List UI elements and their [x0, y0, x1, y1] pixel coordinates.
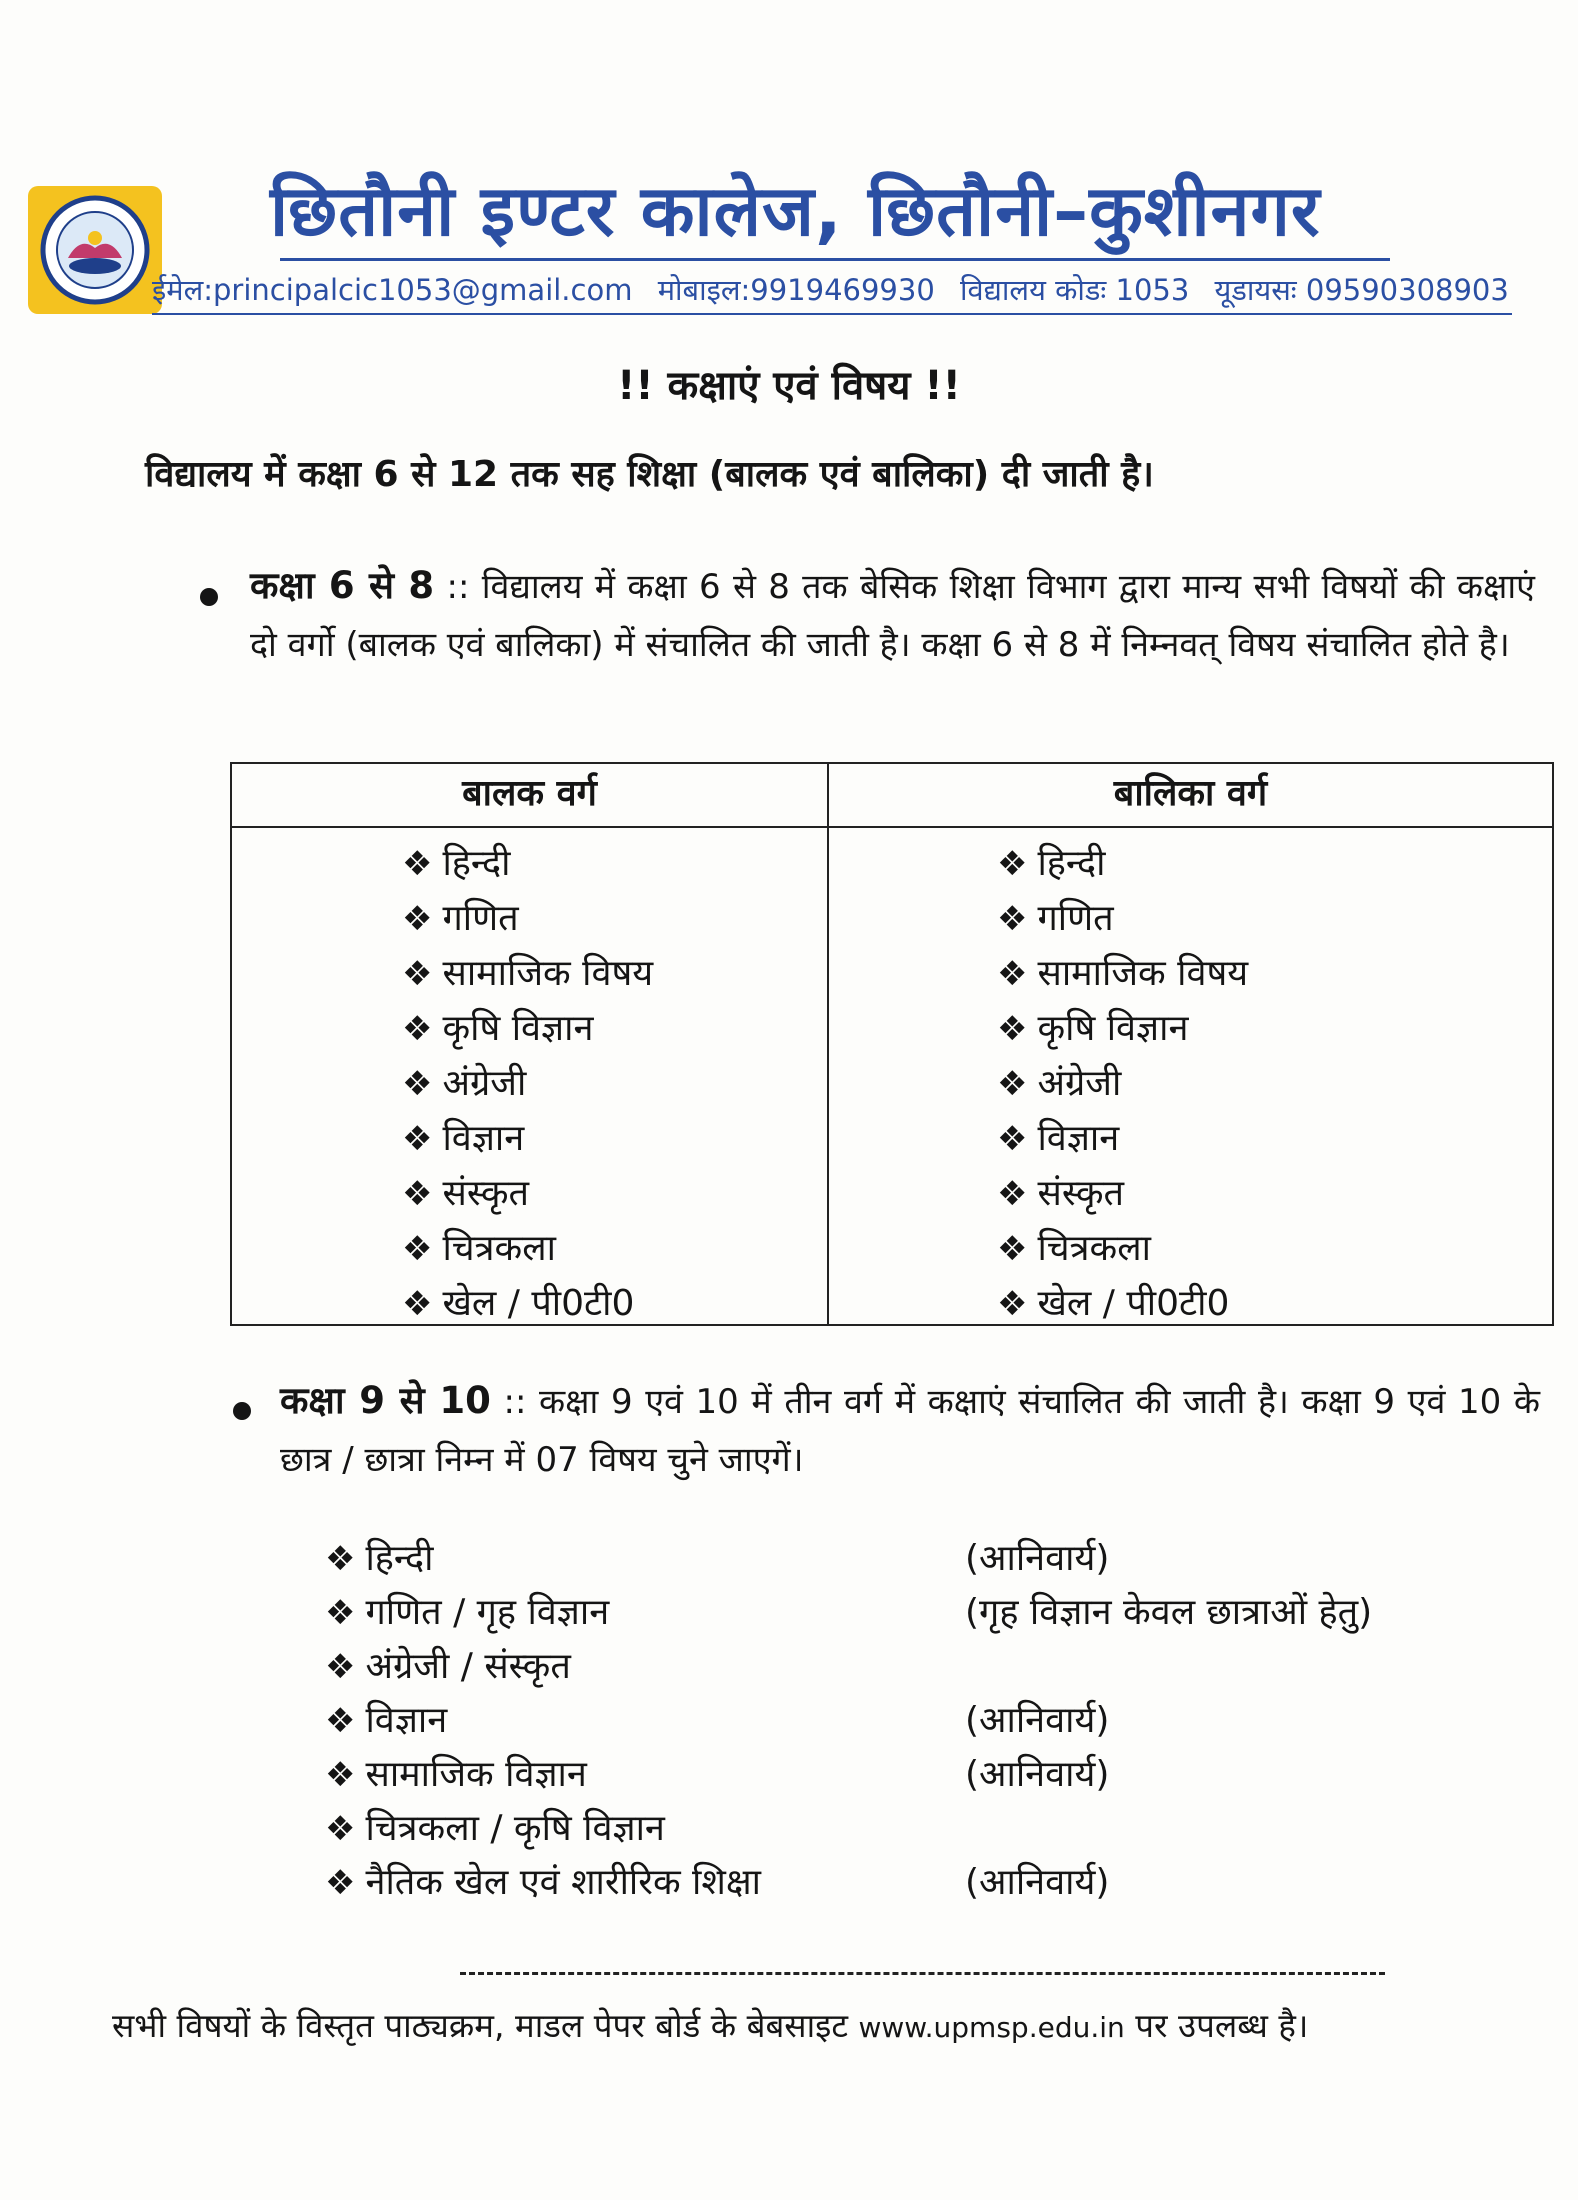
list-item — [325, 1802, 1525, 1856]
list-item — [997, 836, 1248, 891]
subject-name: चित्रकला / कृषि विज्ञान — [365, 1808, 665, 1849]
diamond-bullet-icon: ❖ — [325, 1593, 356, 1633]
diamond-bullet-icon: ❖ — [997, 1284, 1028, 1324]
school-logo — [28, 186, 162, 314]
diamond-bullet-icon: ❖ — [325, 1809, 356, 1849]
subject-name: खेल / पी0टी0 — [442, 1283, 635, 1324]
list-item — [402, 891, 653, 946]
subject-note: (गृह विज्ञान केवल छात्राओं हेतु) — [965, 1592, 1373, 1633]
subject-name: खेल / पी0टी0 — [1037, 1283, 1230, 1324]
boys-column-header: बालक वर्ग — [462, 773, 597, 814]
list-item — [402, 1111, 653, 1166]
list-item — [402, 1001, 653, 1056]
list-item — [325, 1694, 1525, 1748]
subject-name: कृषि विज्ञान — [1037, 1008, 1189, 1049]
diamond-bullet-icon: ❖ — [997, 899, 1028, 939]
mobile-text: मोबाइल:9919469930 — [657, 273, 935, 307]
school-code-text: विद्यालय कोडः 1053 — [960, 273, 1190, 307]
girls-column-header: बालिका वर्ग — [1113, 773, 1268, 814]
class-6-8-text: विद्यालय में कक्षा 6 से 8 तक बेसिक शिक्षा विभाग द्वारा मान्य सभी विषयों की कक्षाएं दो वर्गो (बालक एवं बालिका) में संचालित की जाती है। कक्षा 6 से 8 में निम्नवत् विषय संचालित होते है। — [250, 567, 1535, 665]
class-9-10-paragraph — [280, 1372, 1540, 1489]
section-heading: !! कक्षाएं एवं विषय !! — [617, 363, 961, 409]
diamond-bullet-icon: ❖ — [402, 1229, 433, 1269]
subject-name: विज्ञान — [442, 1118, 525, 1159]
class-9-10-text: कक्षा 9 एवं 10 में तीन वर्ग में कक्षाएं संचालित की जाती है। कक्षा 9 एवं 10 के छात्र / छात्रा निम्न में 07 विषय चुने जाएगें। — [280, 1382, 1541, 1480]
list-item — [997, 891, 1248, 946]
footer-text-before: सभी विषयों के विस्तृत पाठ्यक्रम, माडल पेपर बोर्ड के बेबसाइट — [112, 2006, 848, 2045]
boys-subject-list — [402, 836, 653, 1331]
diamond-bullet-icon: ❖ — [402, 899, 433, 939]
diamond-bullet-icon: ❖ — [402, 1064, 433, 1104]
subject-name: हिन्दी — [365, 1538, 434, 1579]
diamond-bullet-icon: ❖ — [997, 1174, 1028, 1214]
subject-name: सामाजिक विज्ञान — [365, 1754, 587, 1795]
subject-name: चित्रकला — [1037, 1228, 1151, 1269]
list-item — [997, 1221, 1248, 1276]
table-column-divider — [827, 764, 829, 1324]
title-underline — [280, 258, 1390, 261]
list-item — [997, 1056, 1248, 1111]
list-item — [402, 1276, 653, 1331]
diamond-bullet-icon: ❖ — [997, 1009, 1028, 1049]
separator: :: — [503, 1382, 527, 1422]
subject-name: विज्ञान — [1037, 1118, 1120, 1159]
subject-note: (आनिवार्य) — [965, 1754, 1110, 1795]
bullet-icon — [200, 588, 218, 606]
list-item — [325, 1532, 1525, 1586]
subject-name: हिन्दी — [1037, 843, 1106, 884]
subject-note: (आनिवार्य) — [965, 1700, 1110, 1741]
subject-name: संस्कृत — [442, 1173, 529, 1214]
diamond-bullet-icon: ❖ — [402, 1009, 433, 1049]
diamond-bullet-icon: ❖ — [997, 954, 1028, 994]
footer-text-after: पर उपलब्ध है। — [1135, 2006, 1309, 2045]
list-item — [325, 1586, 1525, 1640]
udise-text: यूडायसः 09590308903 — [1214, 273, 1509, 307]
board-website-link[interactable]: www.upmsp.edu.in — [858, 2011, 1125, 2044]
list-item — [402, 946, 653, 1001]
girls-subject-list — [997, 836, 1248, 1331]
class-9-10-label: कक्षा 9 से 10 — [280, 1379, 491, 1422]
diamond-bullet-icon: ❖ — [997, 1064, 1028, 1104]
list-item — [997, 1001, 1248, 1056]
subject-table — [230, 762, 1554, 1326]
diamond-bullet-icon: ❖ — [325, 1647, 356, 1687]
subject-name: अंग्रेजी — [442, 1063, 527, 1104]
list-item — [402, 1056, 653, 1111]
subject-name: सामाजिक विषय — [442, 953, 654, 994]
diamond-bullet-icon: ❖ — [325, 1701, 356, 1741]
bullet-icon — [233, 1402, 251, 1420]
diamond-bullet-icon: ❖ — [325, 1863, 356, 1903]
subject-name: अंग्रेजी / संस्कृत — [365, 1646, 571, 1687]
diamond-bullet-icon: ❖ — [325, 1539, 356, 1579]
diamond-bullet-icon: ❖ — [325, 1755, 356, 1795]
subject-name: संस्कृत — [1037, 1173, 1124, 1214]
class-6-8-label: कक्षा 6 से 8 — [250, 564, 435, 607]
list-item — [997, 1276, 1248, 1331]
contact-line — [152, 270, 1512, 315]
subject-name: नैतिक खेल एवं शारीरिक शिक्षा — [365, 1862, 761, 1903]
diamond-bullet-icon: ❖ — [997, 1119, 1028, 1159]
subject-note: (आनिवार्य) — [965, 1862, 1110, 1903]
diamond-bullet-icon: ❖ — [402, 1284, 433, 1324]
diamond-bullet-icon: ❖ — [997, 844, 1028, 884]
list-item — [402, 1221, 653, 1276]
subject-name: चित्रकला — [442, 1228, 556, 1269]
diamond-bullet-icon: ❖ — [402, 844, 433, 884]
subject-name: हिन्दी — [442, 843, 511, 884]
list-item — [402, 836, 653, 891]
subject-name: कृषि विज्ञान — [442, 1008, 594, 1049]
subject-note: (आनिवार्य) — [965, 1538, 1110, 1579]
subject-name: सामाजिक विषय — [1037, 953, 1249, 994]
class-6-8-paragraph — [250, 557, 1535, 674]
intro-line: विद्यालय में कक्षा 6 से 12 तक सह शिक्षा (बालक एवं बालिका) दी जाती है। — [145, 454, 1154, 495]
subject-name: गणित — [442, 898, 519, 939]
subject-name: गणित / गृह विज्ञान — [365, 1592, 610, 1633]
subject-name: अंग्रेजी — [1037, 1063, 1122, 1104]
diamond-bullet-icon: ❖ — [402, 1119, 433, 1159]
diamond-bullet-icon: ❖ — [402, 1174, 433, 1214]
list-item — [997, 1111, 1248, 1166]
subject-name: विज्ञान — [365, 1700, 448, 1741]
list-item — [997, 1166, 1248, 1221]
email-text: ईमेल:principalcic1053@gmail.com — [152, 273, 633, 307]
list-item — [402, 1166, 653, 1221]
college-name: छितौनी इण्टर कालेज, छितौनी–कुशीनगर — [270, 170, 1321, 252]
diamond-bullet-icon: ❖ — [402, 954, 433, 994]
separator: :: — [446, 567, 470, 607]
list-item — [325, 1856, 1525, 1910]
footer-divider — [460, 1972, 1385, 1975]
list-item — [325, 1640, 1525, 1694]
table-header-divider — [232, 826, 1552, 828]
list-item — [325, 1748, 1525, 1802]
class-9-10-subject-list — [325, 1532, 1525, 1910]
subject-name: गणित — [1037, 898, 1114, 939]
footer-note — [112, 1998, 1542, 2056]
diamond-bullet-icon: ❖ — [997, 1229, 1028, 1269]
list-item — [997, 946, 1248, 1001]
